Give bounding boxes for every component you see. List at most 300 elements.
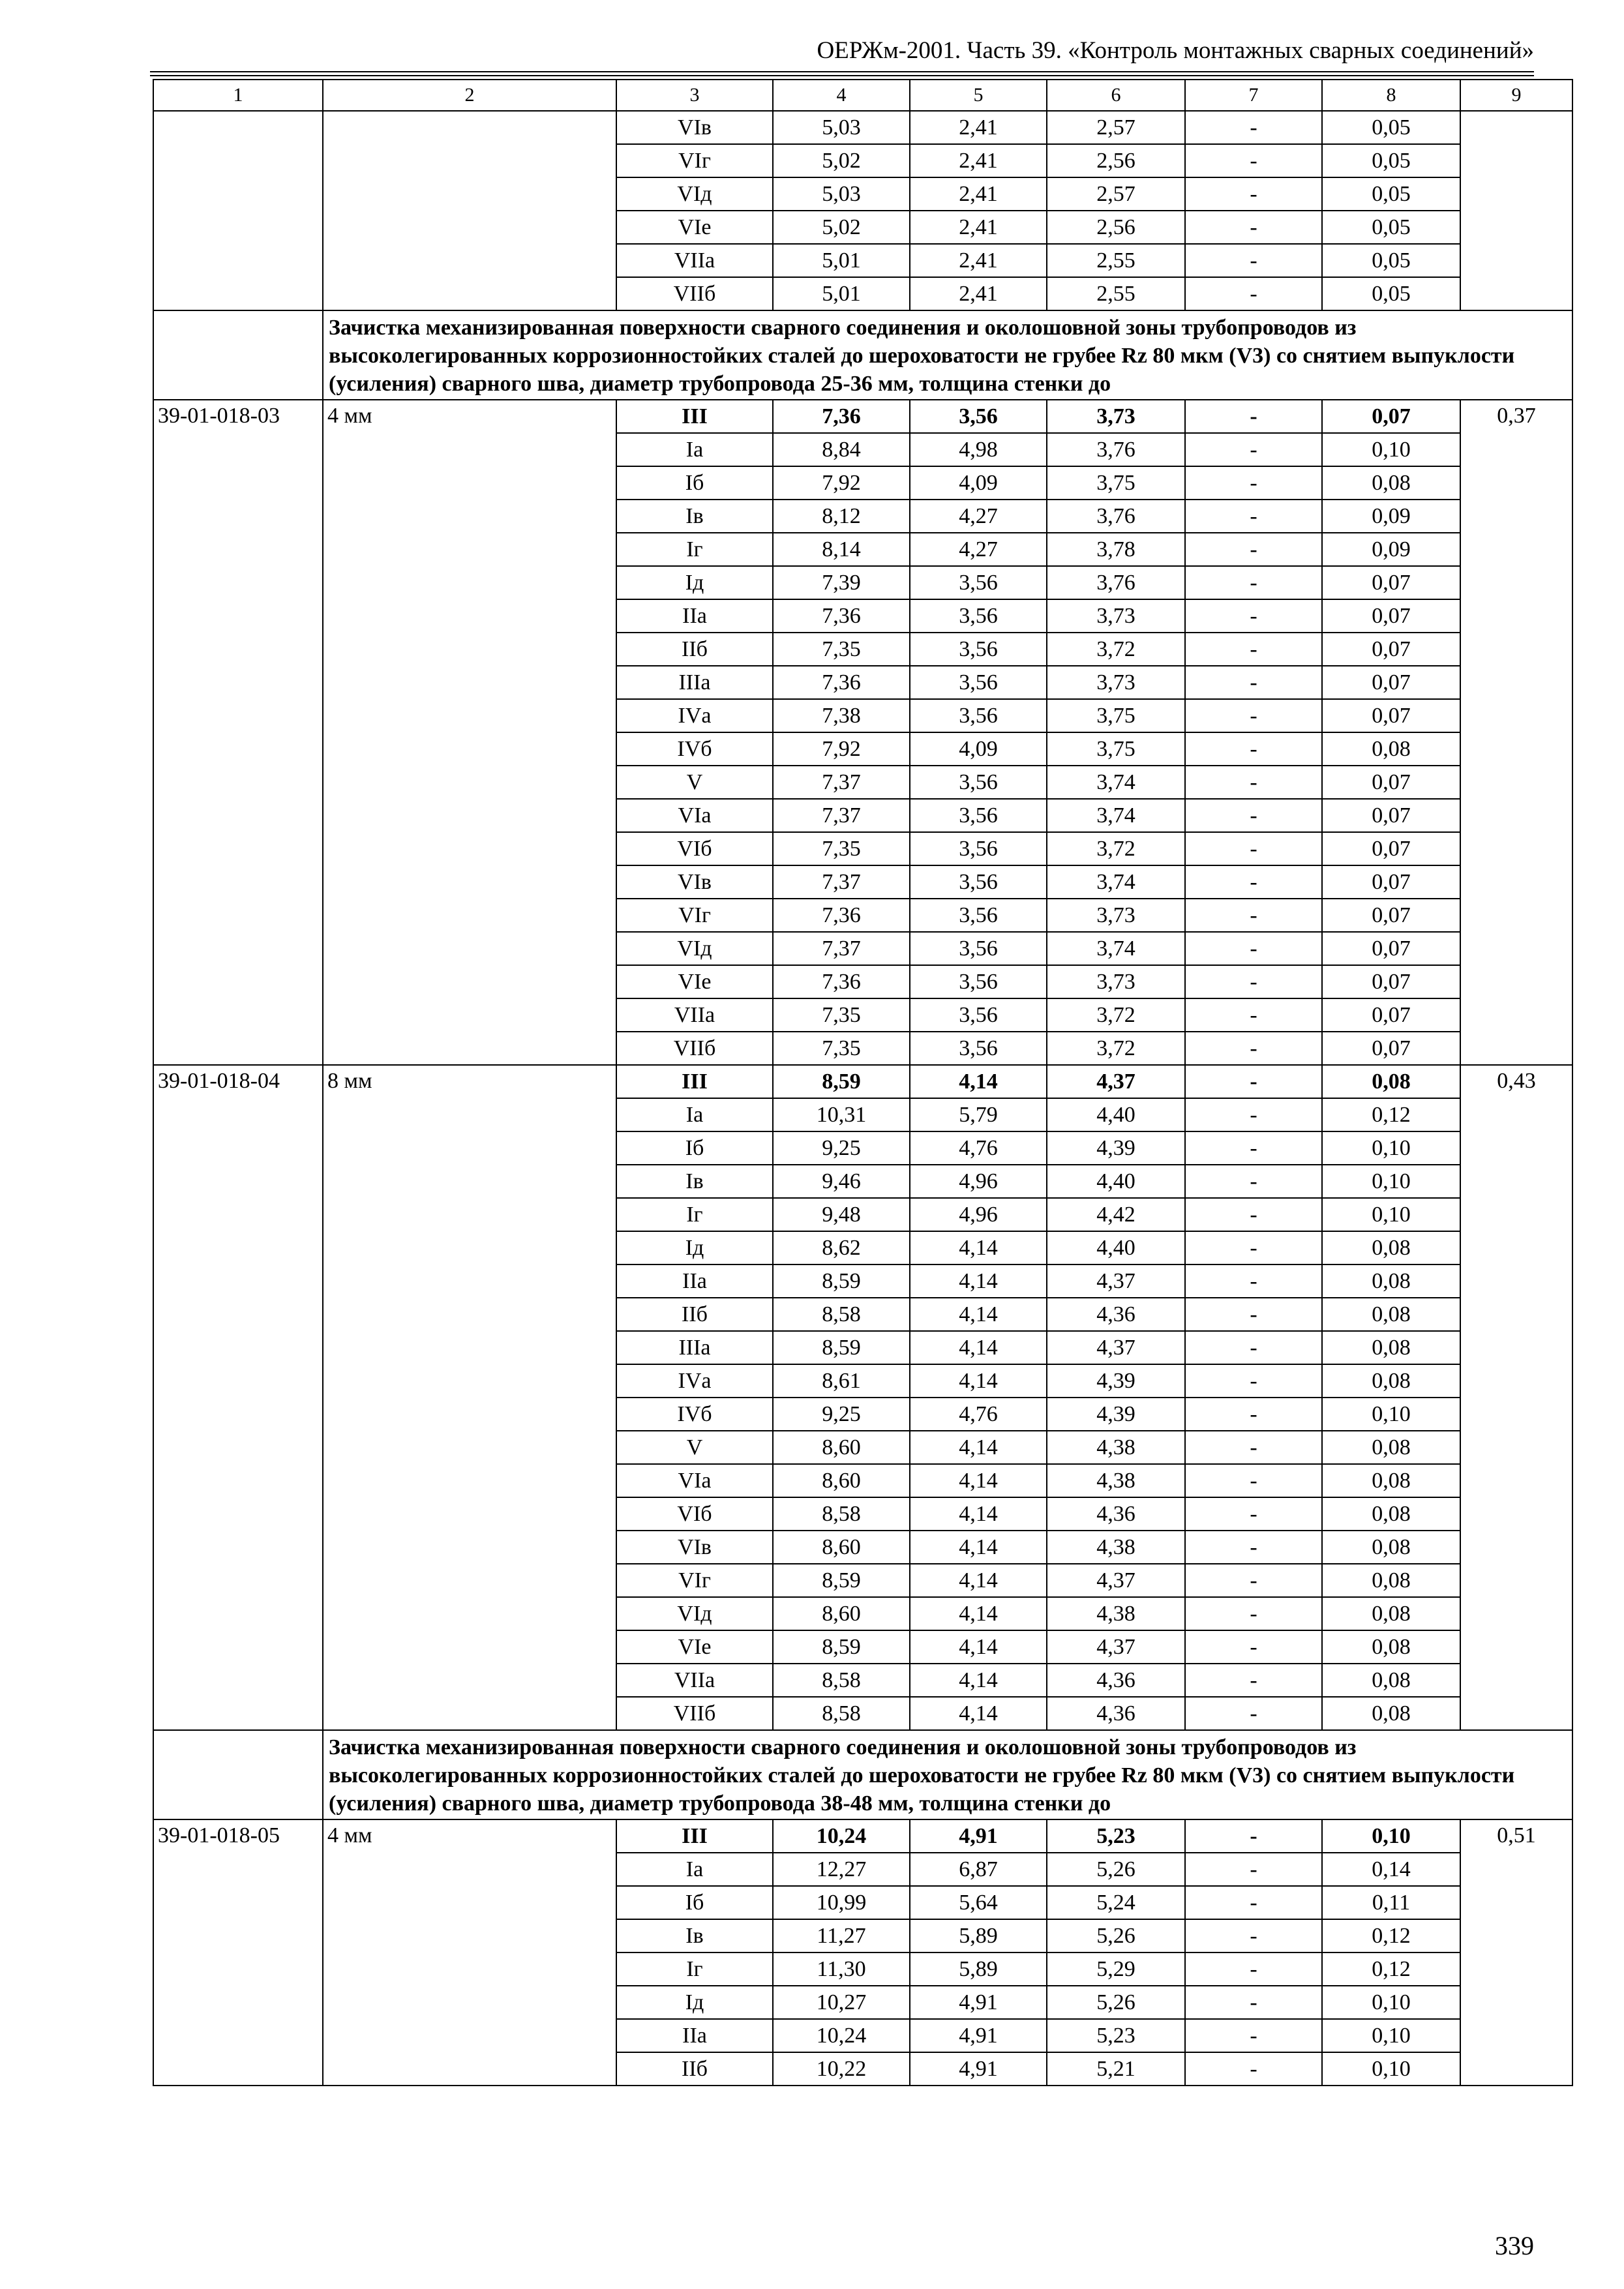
total-cost-cell: 8,59: [773, 1331, 910, 1364]
zone-cell: Iб: [616, 1131, 773, 1165]
machine-cost-cell: 3,75: [1047, 699, 1185, 732]
labor-cell: 0,07: [1322, 932, 1460, 965]
machine-cost-cell: 3,74: [1047, 865, 1185, 899]
zone-cell: Iа: [616, 1098, 773, 1131]
zone-cell: IIа: [616, 599, 773, 633]
labor-cell: 0,08: [1322, 466, 1460, 500]
machine-cost-cell: 3,74: [1047, 766, 1185, 799]
section-heading-row: [153, 310, 1572, 400]
wages-cell: 3,56: [910, 832, 1047, 865]
zone-cell: VIIб: [616, 277, 773, 310]
labor-cell: 0,07: [1322, 666, 1460, 699]
labor-cell: 0,12: [1322, 1919, 1460, 1952]
zone-cell: IVа: [616, 1364, 773, 1398]
total-cost-cell: 5,02: [773, 211, 910, 244]
zone-cell: V: [616, 766, 773, 799]
labor-cell: 0,07: [1322, 599, 1460, 633]
labor-cell: 0,08: [1322, 1464, 1460, 1497]
total-labor-cell: [1460, 111, 1572, 310]
total-cost-cell: 5,03: [773, 111, 910, 144]
wages-cell: 5,89: [910, 1919, 1047, 1952]
zone-cell: Iд: [616, 1231, 773, 1264]
labor-cell: 0,10: [1322, 1819, 1460, 1853]
total-cost-cell: 7,36: [773, 400, 910, 433]
zone-cell: Iб: [616, 466, 773, 500]
machine-cost-cell: 2,57: [1047, 177, 1185, 211]
wages-cell: 3,56: [910, 965, 1047, 998]
materials-cost-cell: -: [1185, 433, 1322, 466]
machine-cost-cell: 5,26: [1047, 1986, 1185, 2019]
wages-cell: 3,56: [910, 1032, 1047, 1065]
labor-cell: 0,05: [1322, 144, 1460, 177]
machine-cost-cell: 3,72: [1047, 633, 1185, 666]
labor-cell: 0,05: [1322, 111, 1460, 144]
code-cell: [153, 310, 323, 400]
total-cost-cell: 8,61: [773, 1364, 910, 1398]
machine-cost-cell: 5,21: [1047, 2052, 1185, 2086]
zone-cell: VIа: [616, 799, 773, 832]
column-number-cell: 6: [1047, 80, 1185, 111]
wages-cell: 4,14: [910, 1664, 1047, 1697]
labor-cell: 0,07: [1322, 766, 1460, 799]
wages-cell: 4,96: [910, 1165, 1047, 1198]
wages-cell: 2,41: [910, 144, 1047, 177]
materials-cost-cell: -: [1185, 1497, 1322, 1531]
labor-cell: 0,08: [1322, 1264, 1460, 1298]
materials-cost-cell: -: [1185, 766, 1322, 799]
zone-cell: VIIа: [616, 998, 773, 1032]
materials-cost-cell: -: [1185, 1131, 1322, 1165]
wages-cell: 4,14: [910, 1264, 1047, 1298]
wall-thickness: 4 мм: [323, 400, 616, 1065]
wages-cell: 2,41: [910, 111, 1047, 144]
total-cost-cell: 10,31: [773, 1098, 910, 1131]
labor-cell: 0,08: [1322, 1364, 1460, 1398]
labor-cell: 0,11: [1322, 1886, 1460, 1919]
materials-cost-cell: -: [1185, 1886, 1322, 1919]
wages-cell: 4,09: [910, 466, 1047, 500]
column-number-cell: 3: [616, 80, 773, 111]
zone-cell: VIв: [616, 111, 773, 144]
labor-cell: 0,10: [1322, 1986, 1460, 2019]
total-cost-cell: 8,59: [773, 1065, 910, 1098]
table-row: [153, 111, 1572, 144]
zone-cell: VIг: [616, 144, 773, 177]
code-cell: [153, 111, 323, 310]
total-cost-cell: 8,60: [773, 1464, 910, 1497]
materials-cost-cell: -: [1185, 1032, 1322, 1065]
wages-cell: 3,56: [910, 865, 1047, 899]
zone-cell: IIIа: [616, 1331, 773, 1364]
materials-cost-cell: -: [1185, 666, 1322, 699]
zone-cell: Iб: [616, 1886, 773, 1919]
wall-thickness: 4 мм: [323, 1819, 616, 2086]
materials-cost-cell: -: [1185, 899, 1322, 932]
column-number-cell: 5: [910, 80, 1047, 111]
wages-cell: 3,56: [910, 699, 1047, 732]
machine-cost-cell: 4,36: [1047, 1664, 1185, 1697]
item-code: 39-01-018-05: [153, 1819, 323, 2086]
norms-table: [153, 79, 1573, 2086]
materials-cost-cell: -: [1185, 1364, 1322, 1398]
materials-cost-cell: -: [1185, 1431, 1322, 1464]
materials-cost-cell: -: [1185, 566, 1322, 599]
total-cost-cell: 10,27: [773, 1986, 910, 2019]
labor-cell: 0,08: [1322, 1331, 1460, 1364]
materials-cost-cell: -: [1185, 177, 1322, 211]
total-cost-cell: 8,59: [773, 1264, 910, 1298]
machine-cost-cell: 4,38: [1047, 1597, 1185, 1630]
column-number-cell: 4: [773, 80, 910, 111]
machine-cost-cell: 3,76: [1047, 566, 1185, 599]
labor-cell: 0,12: [1322, 1098, 1460, 1131]
machine-cost-cell: 4,37: [1047, 1065, 1185, 1098]
machine-cost-cell: 3,73: [1047, 899, 1185, 932]
materials-cost-cell: -: [1185, 277, 1322, 310]
zone-cell: III: [616, 1819, 773, 1853]
machine-cost-cell: 5,23: [1047, 1819, 1185, 1853]
code-cell: [153, 1730, 323, 1819]
zone-cell: VIв: [616, 865, 773, 899]
machine-cost-cell: 4,38: [1047, 1531, 1185, 1564]
total-cost-cell: 8,59: [773, 1564, 910, 1597]
materials-cost-cell: -: [1185, 699, 1322, 732]
zone-cell: VIе: [616, 965, 773, 998]
wages-cell: 4,91: [910, 2052, 1047, 2086]
zone-cell: VIд: [616, 932, 773, 965]
wages-cell: 4,98: [910, 433, 1047, 466]
total-cost-cell: 7,39: [773, 566, 910, 599]
machine-cost-cell: 4,39: [1047, 1398, 1185, 1431]
wages-cell: 4,91: [910, 1819, 1047, 1853]
wages-cell: 3,56: [910, 998, 1047, 1032]
machine-cost-cell: 5,26: [1047, 1919, 1185, 1952]
wages-cell: 4,14: [910, 1630, 1047, 1664]
materials-cost-cell: -: [1185, 1065, 1322, 1098]
machine-cost-cell: 4,37: [1047, 1264, 1185, 1298]
column-number-cell: 1: [153, 80, 323, 111]
machine-cost-cell: 4,36: [1047, 1497, 1185, 1531]
labor-cell: 0,05: [1322, 277, 1460, 310]
labor-cell: 0,05: [1322, 177, 1460, 211]
zone-cell: III: [616, 1065, 773, 1098]
labor-cell: 0,07: [1322, 566, 1460, 599]
zone-cell: VIб: [616, 832, 773, 865]
thickness-cell: [323, 111, 616, 310]
labor-cell: 0,07: [1322, 633, 1460, 666]
wages-cell: 4,91: [910, 1986, 1047, 2019]
zone-cell: VIIа: [616, 1664, 773, 1697]
zone-cell: Iд: [616, 566, 773, 599]
zone-cell: VIа: [616, 1464, 773, 1497]
labor-cell: 0,08: [1322, 1298, 1460, 1331]
labor-cell: 0,08: [1322, 1630, 1460, 1664]
materials-cost-cell: -: [1185, 1231, 1322, 1264]
total-cost-cell: 7,37: [773, 932, 910, 965]
labor-cell: 0,10: [1322, 2052, 1460, 2086]
machine-cost-cell: 4,37: [1047, 1564, 1185, 1597]
zone-cell: VIб: [616, 1497, 773, 1531]
labor-cell: 0,08: [1322, 1564, 1460, 1597]
zone-cell: Iв: [616, 1165, 773, 1198]
total-cost-cell: 9,46: [773, 1165, 910, 1198]
total-cost-cell: 9,25: [773, 1131, 910, 1165]
labor-cell: 0,08: [1322, 1431, 1460, 1464]
total-cost-cell: 10,99: [773, 1886, 910, 1919]
wages-cell: 4,27: [910, 533, 1047, 566]
materials-cost-cell: -: [1185, 633, 1322, 666]
zone-cell: Iа: [616, 1853, 773, 1886]
total-cost-cell: 8,58: [773, 1664, 910, 1697]
total-labor-cell: 0,37: [1460, 400, 1572, 1065]
wages-cell: 4,96: [910, 1198, 1047, 1231]
machine-cost-cell: 4,37: [1047, 1630, 1185, 1664]
materials-cost-cell: -: [1185, 400, 1322, 433]
wages-cell: 3,56: [910, 566, 1047, 599]
wages-cell: 4,27: [910, 500, 1047, 533]
machine-cost-cell: 3,74: [1047, 799, 1185, 832]
machine-cost-cell: 3,73: [1047, 400, 1185, 433]
materials-cost-cell: -: [1185, 144, 1322, 177]
labor-cell: 0,10: [1322, 1198, 1460, 1231]
zone-cell: VIIб: [616, 1032, 773, 1065]
total-cost-cell: 8,84: [773, 433, 910, 466]
materials-cost-cell: -: [1185, 466, 1322, 500]
section-description: Зачистка механизированная поверхности сварного соединения и околошовной зоны трубопроводов из высоколегированных коррозионностойких сталей до шероховатости не грубее Rz 80 мкм (V3) со снятием выпуклости (усиления) сварного шва, диаметр трубопровода 38-48 мм, толщина стенки до: [323, 1730, 1572, 1819]
wages-cell: 2,41: [910, 277, 1047, 310]
materials-cost-cell: -: [1185, 865, 1322, 899]
materials-cost-cell: -: [1185, 1398, 1322, 1431]
table-row: [153, 1065, 1572, 1098]
labor-cell: 0,09: [1322, 500, 1460, 533]
machine-cost-cell: 2,57: [1047, 111, 1185, 144]
machine-cost-cell: 4,37: [1047, 1331, 1185, 1364]
wages-cell: 4,76: [910, 1398, 1047, 1431]
zone-cell: VIг: [616, 1564, 773, 1597]
materials-cost-cell: -: [1185, 1165, 1322, 1198]
column-number-cell: 7: [1185, 80, 1322, 111]
total-cost-cell: 8,58: [773, 1497, 910, 1531]
table-row: [153, 1819, 1572, 1853]
machine-cost-cell: 3,73: [1047, 666, 1185, 699]
wages-cell: 4,14: [910, 1464, 1047, 1497]
total-cost-cell: 7,37: [773, 865, 910, 899]
labor-cell: 0,07: [1322, 400, 1460, 433]
zone-cell: IIб: [616, 1298, 773, 1331]
column-number-cell: 8: [1322, 80, 1460, 111]
materials-cost-cell: -: [1185, 1298, 1322, 1331]
labor-cell: 0,12: [1322, 1952, 1460, 1986]
total-cost-cell: 8,14: [773, 533, 910, 566]
wages-cell: 6,87: [910, 1853, 1047, 1886]
labor-cell: 0,10: [1322, 433, 1460, 466]
total-cost-cell: 10,22: [773, 2052, 910, 2086]
zone-cell: IIа: [616, 2019, 773, 2052]
labor-cell: 0,07: [1322, 699, 1460, 732]
total-cost-cell: 11,30: [773, 1952, 910, 1986]
materials-cost-cell: -: [1185, 932, 1322, 965]
zone-cell: Iа: [616, 433, 773, 466]
total-cost-cell: 7,37: [773, 766, 910, 799]
materials-cost-cell: -: [1185, 1986, 1322, 2019]
wages-cell: 3,56: [910, 932, 1047, 965]
machine-cost-cell: 5,24: [1047, 1886, 1185, 1919]
zone-cell: IVб: [616, 1398, 773, 1431]
machine-cost-cell: 3,78: [1047, 533, 1185, 566]
zone-cell: IVа: [616, 699, 773, 732]
zone-cell: IIб: [616, 633, 773, 666]
materials-cost-cell: -: [1185, 111, 1322, 144]
zone-cell: IIб: [616, 2052, 773, 2086]
total-cost-cell: 8,58: [773, 1697, 910, 1730]
total-cost-cell: 8,60: [773, 1531, 910, 1564]
labor-cell: 0,05: [1322, 211, 1460, 244]
wages-cell: 3,56: [910, 400, 1047, 433]
materials-cost-cell: -: [1185, 1464, 1322, 1497]
zone-cell: VIв: [616, 1531, 773, 1564]
total-cost-cell: 7,35: [773, 832, 910, 865]
total-cost-cell: 5,03: [773, 177, 910, 211]
wages-cell: 4,14: [910, 1531, 1047, 1564]
wages-cell: 5,79: [910, 1098, 1047, 1131]
machine-cost-cell: 4,40: [1047, 1098, 1185, 1131]
header-rule: [150, 71, 1534, 72]
total-labor-cell: 0,51: [1460, 1819, 1572, 2086]
wages-cell: 2,41: [910, 211, 1047, 244]
total-cost-cell: 7,36: [773, 899, 910, 932]
total-cost-cell: 8,62: [773, 1231, 910, 1264]
wall-thickness: 8 мм: [323, 1065, 616, 1730]
zone-cell: IVб: [616, 732, 773, 766]
wages-cell: 4,14: [910, 1065, 1047, 1098]
labor-cell: 0,08: [1322, 1597, 1460, 1630]
total-cost-cell: 7,35: [773, 998, 910, 1032]
wages-cell: 4,14: [910, 1231, 1047, 1264]
machine-cost-cell: 5,23: [1047, 2019, 1185, 2052]
labor-cell: 0,07: [1322, 965, 1460, 998]
zone-cell: VIIа: [616, 244, 773, 277]
materials-cost-cell: -: [1185, 2052, 1322, 2086]
wages-cell: 4,14: [910, 1331, 1047, 1364]
labor-cell: 0,10: [1322, 2019, 1460, 2052]
machine-cost-cell: 4,39: [1047, 1131, 1185, 1165]
machine-cost-cell: 3,72: [1047, 1032, 1185, 1065]
total-cost-cell: 7,37: [773, 799, 910, 832]
materials-cost-cell: -: [1185, 1664, 1322, 1697]
materials-cost-cell: -: [1185, 1853, 1322, 1886]
total-cost-cell: 8,60: [773, 1597, 910, 1630]
wages-cell: 5,89: [910, 1952, 1047, 1986]
machine-cost-cell: 4,38: [1047, 1431, 1185, 1464]
wages-cell: 3,56: [910, 633, 1047, 666]
total-labor-cell: 0,43: [1460, 1065, 1572, 1730]
zone-cell: VIIб: [616, 1697, 773, 1730]
materials-cost-cell: -: [1185, 998, 1322, 1032]
zone-cell: VIе: [616, 1630, 773, 1664]
labor-cell: 0,14: [1322, 1853, 1460, 1886]
wages-cell: 4,14: [910, 1364, 1047, 1398]
wages-cell: 4,76: [910, 1131, 1047, 1165]
labor-cell: 0,07: [1322, 832, 1460, 865]
total-cost-cell: 7,35: [773, 633, 910, 666]
machine-cost-cell: 4,39: [1047, 1364, 1185, 1398]
total-cost-cell: 11,27: [773, 1919, 910, 1952]
machine-cost-cell: 2,56: [1047, 144, 1185, 177]
wages-cell: 3,56: [910, 766, 1047, 799]
item-code: 39-01-018-03: [153, 400, 323, 1065]
zone-cell: IIIа: [616, 666, 773, 699]
machine-cost-cell: 3,72: [1047, 998, 1185, 1032]
materials-cost-cell: -: [1185, 732, 1322, 766]
zone-cell: Iг: [616, 1198, 773, 1231]
zone-cell: III: [616, 400, 773, 433]
machine-cost-cell: 3,74: [1047, 932, 1185, 965]
materials-cost-cell: -: [1185, 965, 1322, 998]
materials-cost-cell: -: [1185, 1952, 1322, 1986]
machine-cost-cell: 3,75: [1047, 466, 1185, 500]
labor-cell: 0,08: [1322, 1664, 1460, 1697]
labor-cell: 0,08: [1322, 1231, 1460, 1264]
materials-cost-cell: -: [1185, 211, 1322, 244]
column-number-row: [153, 80, 1572, 111]
materials-cost-cell: -: [1185, 500, 1322, 533]
total-cost-cell: 9,25: [773, 1398, 910, 1431]
machine-cost-cell: 5,26: [1047, 1853, 1185, 1886]
total-cost-cell: 7,92: [773, 732, 910, 766]
header-rule: [150, 75, 1534, 76]
machine-cost-cell: 4,36: [1047, 1697, 1185, 1730]
materials-cost-cell: -: [1185, 599, 1322, 633]
page-number: 339: [1495, 2231, 1534, 2260]
machine-cost-cell: 4,36: [1047, 1298, 1185, 1331]
total-cost-cell: 8,58: [773, 1298, 910, 1331]
labor-cell: 0,08: [1322, 1531, 1460, 1564]
item-code: 39-01-018-04: [153, 1065, 323, 1730]
labor-cell: 0,10: [1322, 1165, 1460, 1198]
wages-cell: 3,56: [910, 666, 1047, 699]
machine-cost-cell: 4,40: [1047, 1231, 1185, 1264]
total-cost-cell: 7,35: [773, 1032, 910, 1065]
zone-cell: IIа: [616, 1264, 773, 1298]
materials-cost-cell: -: [1185, 244, 1322, 277]
total-cost-cell: 8,59: [773, 1630, 910, 1664]
labor-cell: 0,07: [1322, 865, 1460, 899]
wages-cell: 4,14: [910, 1564, 1047, 1597]
labor-cell: 0,08: [1322, 1497, 1460, 1531]
zone-cell: VIд: [616, 1597, 773, 1630]
total-cost-cell: 7,92: [773, 466, 910, 500]
labor-cell: 0,08: [1322, 1065, 1460, 1098]
machine-cost-cell: 2,55: [1047, 244, 1185, 277]
materials-cost-cell: -: [1185, 832, 1322, 865]
wages-cell: 4,91: [910, 2019, 1047, 2052]
total-cost-cell: 8,12: [773, 500, 910, 533]
machine-cost-cell: 3,73: [1047, 965, 1185, 998]
materials-cost-cell: -: [1185, 2019, 1322, 2052]
wages-cell: 4,09: [910, 732, 1047, 766]
labor-cell: 0,07: [1322, 899, 1460, 932]
labor-cell: 0,08: [1322, 732, 1460, 766]
zone-cell: V: [616, 1431, 773, 1464]
materials-cost-cell: -: [1185, 533, 1322, 566]
materials-cost-cell: -: [1185, 1919, 1322, 1952]
machine-cost-cell: 4,40: [1047, 1165, 1185, 1198]
wages-cell: 4,14: [910, 1497, 1047, 1531]
wages-cell: 5,64: [910, 1886, 1047, 1919]
machine-cost-cell: 3,76: [1047, 433, 1185, 466]
total-cost-cell: 10,24: [773, 2019, 910, 2052]
wages-cell: 2,41: [910, 177, 1047, 211]
